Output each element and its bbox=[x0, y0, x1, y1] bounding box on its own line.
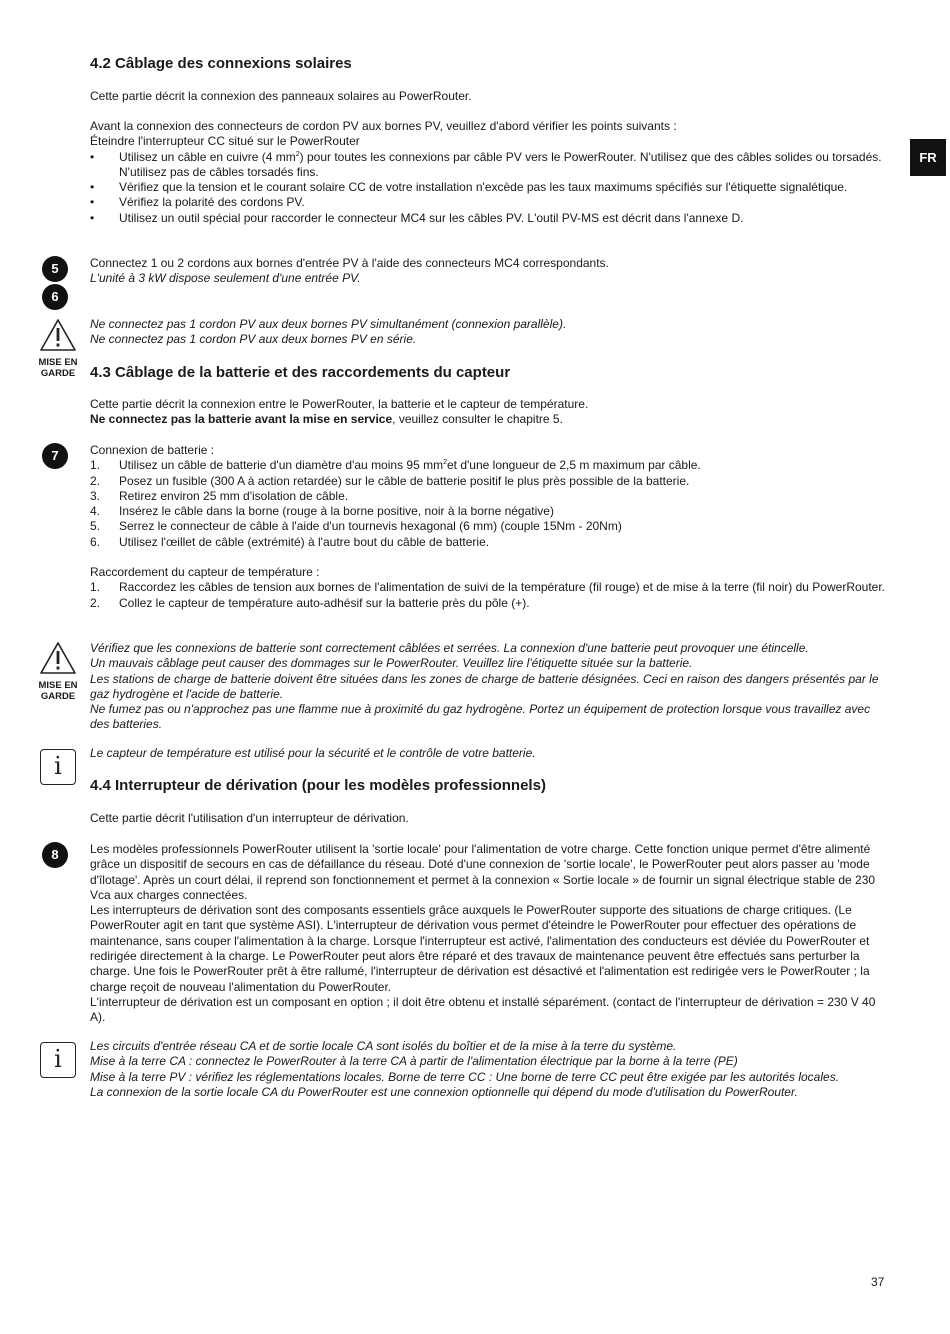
battery-step: 1. Utilisez un câble de batterie d'un diamètre d'au moins 95 $mm^2et$ d'une longueur de 2,5 m maximum par câble. bbox=[90, 458, 701, 473]
pv-warning: Ne connectez pas 1 cordon PV aux deux bornes PV simultanément (connexion parallèle). Ne connectez pas 1 cordon PV aux deux bornes PV en série. bbox=[90, 317, 567, 347]
grounding-info: Les circuits d'entrée réseau CA et de sortie locale CA sont isolés du boîtier et de la mise à la terre du système. Mise à la terre CA : connectez le PowerRouter à la terre CA à partir de l'alimentation électrique par la borne à la terre (PE) Mise à la terre PV : vérifiez les réglementations locales. Borne de terre CC : Une borne de terre CC peut être exigée par les autorités locales. La connexion de la sortie locale CA du PowerRouter est une connexion optionnelle qui dépend du mode d'utilisation du PowerRouter. bbox=[90, 1039, 840, 1099]
page-number: 37 bbox=[871, 1275, 885, 1289]
bullet-item: • Utilisez un outil spécial pour raccorder le connecteur MC4 sur les câbles PV. L'outil PV-MS est décrit dans l'annexe D. bbox=[90, 210, 744, 225]
bullet-item: • Utilisez un câble en cuivre (4 $mm^2$) pour toutes les connexions par câble PV vers le PowerRouter. N'utilisez que des câbles solides ou torsadés. N'utilisez pas de câbles torsadés fins. bbox=[90, 149, 882, 179]
section-4-4-intro: Cette partie décrit l'utilisation d'un interrupteur de dérivation. bbox=[90, 811, 409, 825]
warning-triangle-icon bbox=[39, 318, 77, 352]
bullet-item: • Vérifiez que la tension et le courant solaire CC de votre installation n'excède pas les taux maximums spécifiés sur l'étiquette signalétique. bbox=[90, 180, 848, 195]
section-4-2-title: 4.2 Câblage des connexions solaires bbox=[90, 55, 352, 72]
battery-step: 6. Utilisez l'œillet de câble (extrémité) à l'autre bout du câble de batterie. bbox=[90, 534, 490, 549]
warning-icon: MISE EN GARDE bbox=[28, 641, 88, 702]
battery-step: 3. Retirez environ 25 mm d'isolation de câble. bbox=[90, 488, 349, 503]
checklist-lead-2: Éteindre l'interrupteur CC situé sur le PowerRouter bbox=[90, 134, 360, 149]
sensor-step: 2. Collez le capteur de température auto-adhésif sur la batterie près du pôle (+). bbox=[90, 595, 530, 610]
section-4-4-title: 4.4 Interrupteur de dérivation (pour les modèles professionnels) bbox=[90, 777, 546, 794]
battery-step: 4. Insérez le câble dans la borne (rouge à la borne positive, noir à la borne négative) bbox=[90, 504, 554, 519]
battery-step: 5. Serrez le connecteur de câble à l'aide d'un tournevis hexagonal (6 mm) (couple 15Nm - 20Nm) bbox=[90, 519, 622, 534]
warning-triangle-icon bbox=[39, 641, 77, 675]
section-4-3-intro: Cette partie décrit la connexion entre le PowerRouter, la batterie et le capteur de température. Ne connectez pas la batterie avant la mise en service, veuillez consulter le chapitre 5. bbox=[90, 397, 589, 427]
connect-instruction: Connectez 1 ou 2 cordons aux bornes d'entrée PV à l'aide des connecteurs MC4 correspondants. L'unité à 3 kW dispose seulement d'une entrée PV. bbox=[90, 256, 609, 286]
bypass-description: Les modèles professionnels PowerRouter utilisent la 'sortie locale' pour l'alimentation de votre charge. Cette fonction unique permet d'être alimenté grâce un dispositif de secours en cas de défaillance du réseau. Doté d'une connexion de 'sortie locale', le PowerRouter peut alors passer au 'mode d'îlotage'. Après un court délai, il reprend son fonctionnement et permet à la connexion « Sortie locale » de fournir un signal électrique stable de 230 Vca aux charges connectées. Les interrupteurs de dérivation sont des composants essentiels grâce auxquels le PowerRouter supporte des situations de charge critiques. (Le PowerRouter agit en tant que système ASI). L'interrupteur de dérivation vous permet d'éteindre le PowerRouter pour effectuer des opérations de maintenance, sans couper l'alimentation à la charge. Lorsque l'interrupteur est activé, l'alimentation des conducteurs est déviée du PowerRouter et redirigée directement à la charge. Le PowerRouter peut alors être réparé et des travaux de maintenance peuvent être effectués sans perturber la charge. Une fois le PowerRouter prêt à être rallumé, l'interrupteur de dérivation est désactivé et l'alimentation est redirigée vers le PowerRouter ; la charge reçoit de nouveau l'alimentation du PowerRouter. L'interrupteur de dérivation est un composant en option ; il doit être obtenu et installé séparément. (contact de l'interrupteur de dérivation = 230 V 40 A). bbox=[90, 842, 876, 1025]
warning-icon: MISE EN GARDE bbox=[28, 318, 88, 379]
sensor-info: Le capteur de température est utilisé pour la sécurité et le contrôle de votre batterie. bbox=[90, 746, 536, 760]
figure-marker-7: 7 bbox=[42, 443, 68, 469]
info-icon: i bbox=[40, 749, 76, 785]
section-4-3-title: 4.3 Câblage de la batterie et des raccordements du capteur bbox=[90, 364, 511, 381]
section-4-2-checklist bbox=[90, 119, 890, 226]
figure-marker-6: 6 bbox=[42, 284, 68, 310]
sensor-step: 1. Raccordez les câbles de tension aux bornes de l'alimentation de suivi de la température (fil rouge) et de mise à la terre (fil noir) du PowerRouter. bbox=[90, 580, 886, 595]
language-tab: FR bbox=[910, 139, 946, 176]
figure-marker-5: 5 bbox=[42, 256, 68, 282]
bullet-item: • Vérifiez la polarité des cordons PV. bbox=[90, 195, 305, 210]
battery-step: 2. Posez un fusible (300 A à action retardée) sur le câble de batterie positif le plus près possible de la batterie. bbox=[90, 473, 690, 488]
battery-connection: Connexion de batterie : 1. Utilisez un câble de batterie d'un diamètre d'au moins 95 $mm^2et$ d'une longueur de 2,5 m maximum par câble. 2. Posez un fusible (300 A à action retardée) sur le câble de batterie positif le plus près possible de la batterie. 3. Retirez environ 25 mm d'isolation de câble. 4. Insérez le câble dans la borne (rouge à la borne positive, noir à la borne négative) 5. Serrez le connecteur de câble à l'aide d'un tournevis hexagonal (6 mm) (couple 15Nm - 20Nm) 6. Utilisez l'œillet de câble (extrémité) à l'autre bout du câble de batterie. bbox=[90, 443, 890, 550]
battery-warning: Vérifiez que les connexions de batterie sont correctement câblées et serrées. La connexion d'une batterie peut provoquer une étincelle. Un mauvais câblage peut causer des dommages sur le PowerRouter. Veuillez lire l'étiquette située sur la batterie. Les stations de charge de batterie doivent être situées dans les zones de charge de batterie désignées. Ceci en raison des dangers présentés par le gaz hydrogène et l'acide de batterie. Ne fumez pas ou n'approchez pas une flamme nue à proximité du gaz hydrogène. Portez un équipement de protection lorsque vous travaillez avec des batteries. bbox=[90, 641, 879, 732]
sensor-connection: Raccordement du capteur de température : 1. Raccordez les câbles de tension aux bornes de l'alimentation de suivi de la température (fil rouge) et de mise à la terre (fil noir) du PowerRouter. 2. Collez le capteur de température auto-adhésif sur la batterie près du pôle (+). bbox=[90, 565, 890, 611]
figure-marker-8: 8 bbox=[42, 842, 68, 868]
checklist-lead: Avant la connexion des connecteurs de cordon PV aux bornes PV, veuillez d'abord vérifier les points suivants : bbox=[90, 119, 677, 133]
info-icon: i bbox=[40, 1042, 76, 1078]
section-4-2-intro: Cette partie décrit la connexion des panneaux solaires au PowerRouter. bbox=[90, 89, 472, 103]
